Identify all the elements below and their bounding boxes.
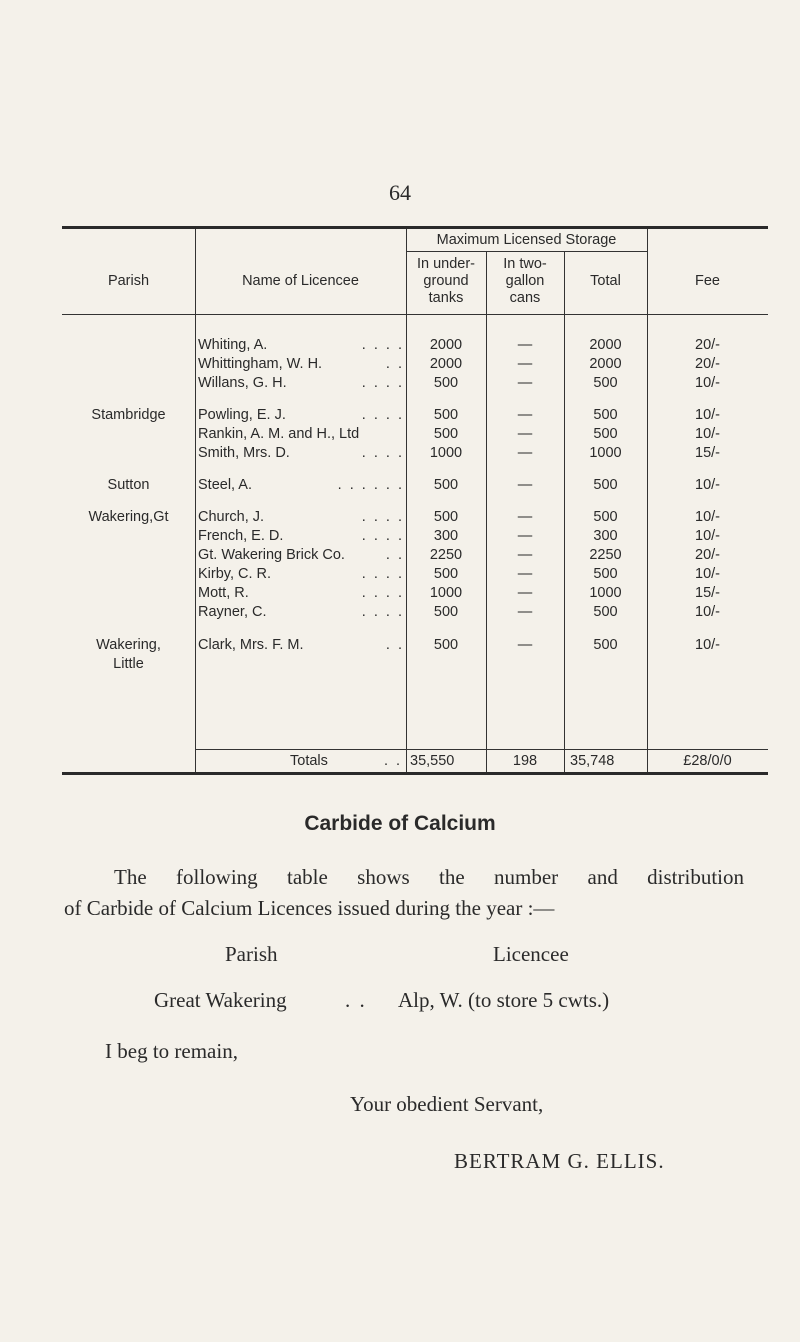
row-underground: 500 [433,477,459,493]
intro-paragraph [64,862,744,924]
row-cans: — [517,604,533,620]
row-leader-dots: . . . . [361,585,404,601]
row-leader-dots: . . [385,637,404,653]
row-licencee-name: Smith, Mrs. D. [198,445,290,461]
closing-line-2: Your obedient Servant, [350,1092,544,1116]
row-licencee-name: French, E. D. [198,528,284,544]
row-underground: 2000 [429,356,463,372]
row-total: 500 [593,566,618,582]
row-parish: Wakering,Gt [88,509,169,525]
row-leader-dots: . . . . [361,604,404,620]
group-header-rule [406,251,647,252]
row-underground: 2250 [429,547,463,563]
paragraph-line-1: The following table shows the number and distribution [114,865,744,889]
row-total: 500 [593,426,618,442]
row-total: 2000 [589,337,622,353]
row-underground: 1000 [429,585,463,601]
row-total: 1000 [589,585,622,601]
row-total: 500 [593,637,618,653]
header-two-gallon: In two- gallon cans [503,256,547,306]
row-fee: 15/- [695,585,720,601]
row-fee: 10/- [695,604,720,620]
row-licencee-name: Mott, R. [198,585,249,601]
page-number: 64 [389,180,411,205]
totals-fee: £28/0/0 [683,753,732,769]
row-cans: — [517,528,533,544]
licence-parish: Great Wakering [154,988,287,1012]
row-cans: — [517,585,533,601]
row-fee: 10/- [695,509,720,525]
row-leader-dots: . . . . [361,337,404,353]
table-bottom-rule [62,772,768,775]
row-licencee-name: Gt. Wakering Brick Co. [198,547,345,563]
row-parish: Stambridge [91,407,166,423]
row-underground: 500 [433,407,459,423]
header-rule [62,314,768,315]
row-underground: 1000 [429,445,463,461]
signature: BERTRAM G. ELLIS. [454,1149,665,1173]
column-divider [647,229,648,772]
row-leader-dots: . . . . [361,528,404,544]
row-cans: — [517,375,533,391]
row-licencee-name: Clark, Mrs. F. M. [198,637,304,653]
row-leader-dots: . . . . [361,509,404,525]
licences-header-parish: Parish [225,942,278,966]
row-total: 500 [593,407,618,423]
row-cans: — [517,445,533,461]
row-parish: Wakering, [96,637,161,653]
row-underground: 300 [433,528,459,544]
totals-total: 35,748 [570,753,615,769]
row-fee: 10/- [695,477,720,493]
row-parish-continued: Little [113,656,144,672]
licence-dots: . . [345,988,367,1012]
row-fee: 20/- [695,547,720,563]
row-licencee-name: Whittingham, W. H. [198,356,323,372]
row-licencee-name: Rayner, C. [198,604,267,620]
row-fee: 10/- [695,566,720,582]
row-fee: 10/- [695,528,720,544]
row-underground: 500 [433,375,459,391]
row-licencee-name: Whiting, A. [198,337,268,353]
totals-dots: . . [384,753,403,769]
row-leader-dots: . . . . . . [337,477,404,493]
row-licencee-name: Steel, A. [198,477,253,493]
row-total: 2000 [589,356,622,372]
row-cans: — [517,637,533,653]
row-cans: — [517,566,533,582]
row-total: 1000 [589,445,622,461]
storage-licences-table [62,226,768,790]
header-max-storage: Maximum Licensed Storage [436,232,617,248]
row-fee: 10/- [695,637,720,653]
row-leader-dots: . . . . [361,566,404,582]
row-leader-dots: . . [385,547,404,563]
row-licencee-name: Kirby, C. R. [198,566,272,582]
row-fee: 15/- [695,445,720,461]
row-total: 300 [593,528,618,544]
row-total: 500 [593,509,618,525]
row-fee: 10/- [695,407,720,423]
row-underground: 500 [433,426,459,442]
row-cans: — [517,477,533,493]
totals-cans: 198 [512,753,538,769]
row-licencee-name: Rankin, A. M. and H., Ltd [198,426,360,442]
closing-line-1: I beg to remain, [105,1039,238,1063]
row-leader-dots: . . . . [361,375,404,391]
row-licencee-name: Willans, G. H. [198,375,287,391]
row-cans: — [517,547,533,563]
header-underground: In under- ground tanks [416,256,476,306]
row-underground: 500 [433,637,459,653]
row-licencee-name: Church, J. [198,509,265,525]
header-licencee: Name of Licencee [242,273,359,289]
row-cans: — [517,337,533,353]
paragraph-line-2: of Carbide of Calcium Licences issued during the year :— [64,896,555,920]
row-underground: 500 [433,566,459,582]
row-leader-dots: . . [385,356,404,372]
row-cans: — [517,356,533,372]
totals-underground: 35,550 [410,753,455,769]
row-licencee-name: Powling, E. J. [198,407,286,423]
row-total: 500 [593,604,618,620]
totals-label: Totals [290,753,328,769]
row-cans: — [517,407,533,423]
row-cans: — [517,426,533,442]
row-fee: 10/- [695,375,720,391]
column-divider [195,229,196,772]
header-total: Total [590,273,621,289]
licences-header-licencee: Licencee [493,942,569,966]
row-cans: — [517,509,533,525]
row-fee: 20/- [695,356,720,372]
row-underground: 500 [433,604,459,620]
row-underground: 500 [433,509,459,525]
header-parish: Parish [107,273,150,289]
totals-rule [195,749,768,750]
section-title: Carbide of Calcium [304,812,496,835]
column-divider [406,229,407,772]
row-underground: 2000 [429,337,463,353]
row-fee: 10/- [695,426,720,442]
row-parish: Sutton [107,477,150,493]
row-leader-dots: . . . . [361,445,404,461]
licence-licencee: Alp, W. (to store 5 cwts.) [398,988,610,1012]
header-fee: Fee [695,273,720,289]
table-top-rule [62,226,768,229]
row-total: 500 [593,477,618,493]
row-fee: 20/- [695,337,720,353]
row-total: 2250 [589,547,622,563]
row-leader-dots: . . . . [361,407,404,423]
row-total: 500 [593,375,618,391]
